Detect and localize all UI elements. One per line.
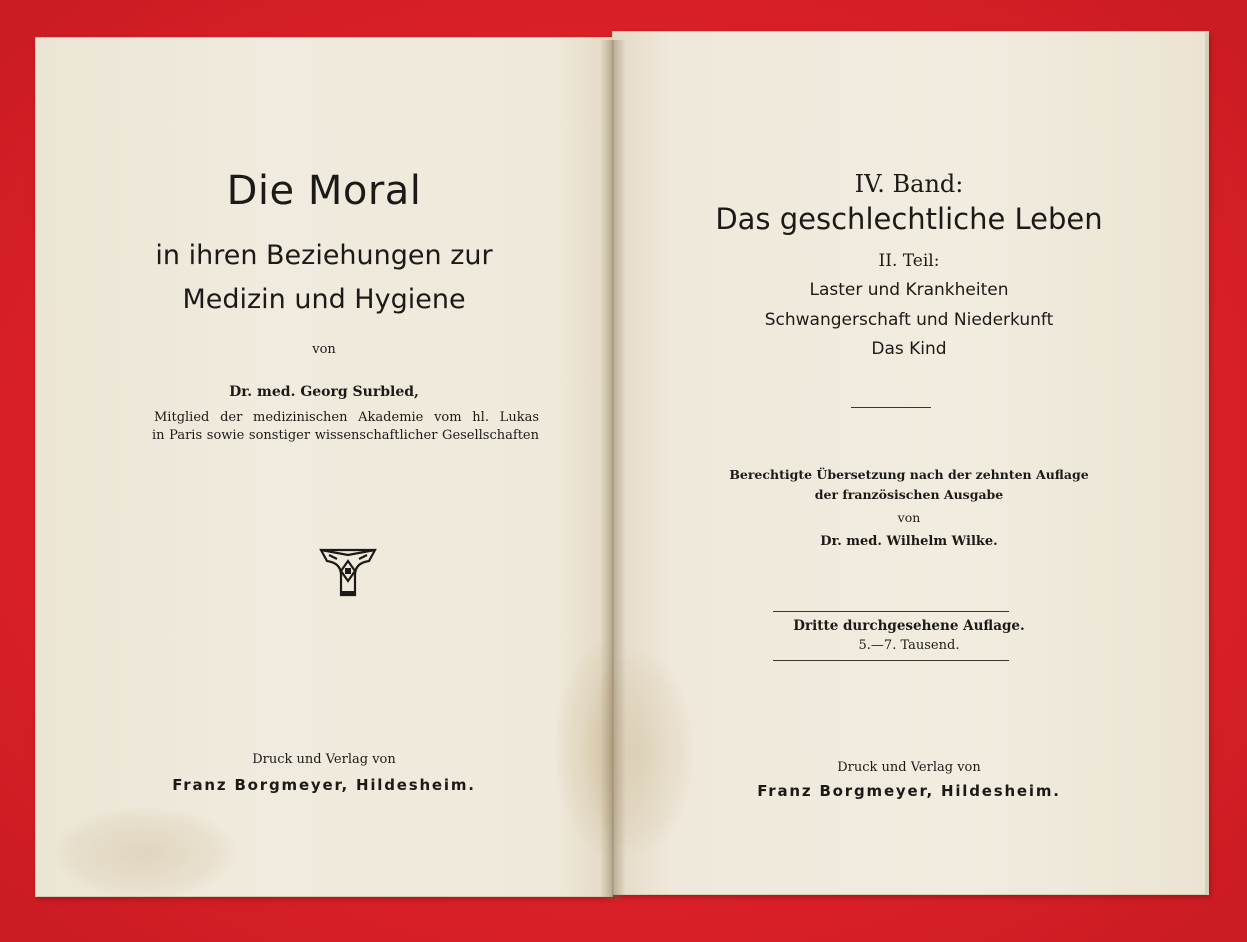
book-subtitle-line-1: in ihren Beziehungen zur <box>155 240 493 271</box>
author-membership-line-1: Mitglied der medizinischen Akademie vom hl. Lukas <box>154 410 539 425</box>
imprint-label: Druck und Verlag von <box>252 752 396 767</box>
by-label: von <box>312 342 336 357</box>
publisher-name: Franz Borgmeyer, Hildesheim. <box>172 776 476 794</box>
topic-line: Das Kind <box>871 339 947 359</box>
edition-label: Dritte durchgesehene Auflage. <box>793 618 1025 634</box>
edition-rule-bottom <box>773 660 1009 661</box>
printer-mark-icon <box>319 547 377 599</box>
author-membership-line-2: in Paris sowie sonstiger wissenschaftlicher Gesellschaften <box>152 428 539 443</box>
print-run-label: 5.—7. Tausend. <box>858 638 960 653</box>
volume-number: IV. Band: <box>854 170 964 198</box>
book-title: Die Moral <box>226 168 422 214</box>
part-number: II. Teil: <box>878 251 940 271</box>
edition-rule-top <box>773 611 1009 612</box>
book-subtitle-line-2: Medizin und Hygiene <box>182 284 466 315</box>
right-page <box>613 32 1208 894</box>
translation-note-line-2: der französischen Ausgabe <box>814 487 1004 502</box>
by-label: von <box>897 510 921 525</box>
volume-title: Das geschlechtliche Leben <box>715 202 1103 236</box>
edge-stain <box>56 808 236 898</box>
topic-line: Laster und Krankheiten <box>809 280 1009 300</box>
book-spine-shadow <box>600 40 626 900</box>
author-name: Dr. med. Georg Surbled, <box>229 384 419 400</box>
topic-line: Schwangerschaft und Niederkunft <box>764 310 1054 330</box>
imprint-label: Druck und Verlag von <box>837 760 981 775</box>
left-page <box>36 38 612 896</box>
publisher-name: Franz Borgmeyer, Hildesheim. <box>757 782 1061 800</box>
translation-note-line-1: Berechtigte Übersetzung nach der zehnten Auflage <box>729 467 1089 482</box>
section-divider <box>851 407 931 408</box>
translator-name: Dr. med. Wilhelm Wilke. <box>820 534 998 549</box>
